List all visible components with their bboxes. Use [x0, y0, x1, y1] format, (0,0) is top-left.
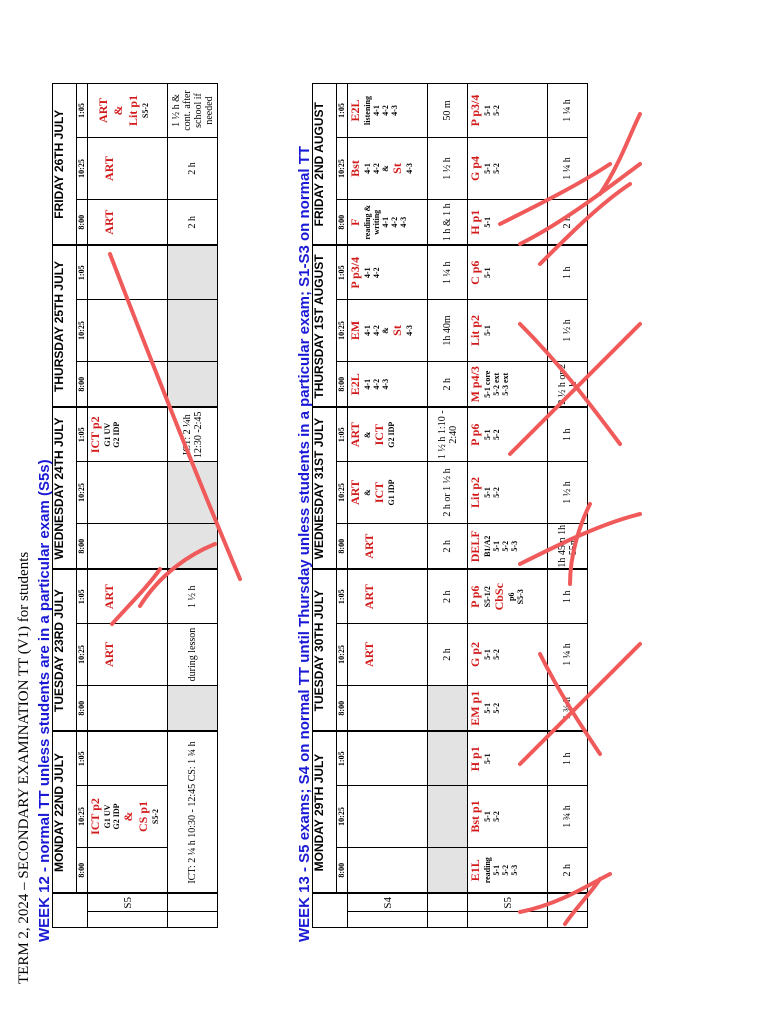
- slot-time: 1:05: [337, 84, 348, 138]
- duration-tue-s5-2: 1 ¼ h: [548, 624, 588, 686]
- exam-fri-art-2: ART: [102, 156, 116, 181]
- exam-mon-s5-e1l: E1L reading 5-1 5-2 5-3: [468, 848, 548, 894]
- slot-time: 10:25: [77, 462, 88, 524]
- duration-tue-s4: 2 h: [428, 624, 468, 686]
- exam-thu-s5-chemistry: C p6 5-1: [468, 246, 548, 300]
- slot-time: 8:00: [77, 362, 88, 408]
- slot-time: 8:00: [337, 362, 348, 408]
- slot-time: 1:05: [77, 246, 88, 300]
- exam-mon-s5-bst: Bst p1 5-1 5-2: [468, 786, 548, 848]
- week13-day-tue: TUESDAY 30TH JULY: [312, 589, 326, 712]
- slot-time: 8:00: [337, 200, 348, 246]
- slot-time: 10:25: [337, 138, 348, 200]
- duration-tue-s5-3: 1 h: [548, 570, 588, 624]
- duration-wed: ICT: 2 ¼h 12:30 -2:45: [168, 408, 218, 462]
- slot-time: 1:05: [337, 570, 348, 624]
- duration-mon-s5-2: 1 ¾ h: [548, 786, 588, 848]
- duration-tue: during lesson: [168, 624, 218, 686]
- exam-thu-s4-physics: P p3/4 4-1 4-2: [348, 246, 428, 300]
- week13-day-fri: FRIDAY 2ND AUGUST: [312, 102, 326, 227]
- week12-day-wed: WEDNESDAY 24TH JULY: [52, 417, 66, 560]
- exam-fri-art-1: ART: [102, 209, 116, 235]
- duration-thu-s5-3: 1 h: [548, 246, 588, 300]
- slot-time: 10:25: [77, 786, 88, 848]
- slot-time: 10:25: [337, 300, 348, 362]
- slot-time: 1:05: [77, 84, 88, 138]
- week12-table: [52, 83, 218, 928]
- slot-time: 8:00: [337, 686, 348, 732]
- exam-thu-s4-em-st: EM 4-1 4-2 & St 4-3: [348, 300, 428, 362]
- duration-thu-s4-3: 1 ¼ h: [428, 246, 468, 300]
- slot-time: 10:25: [337, 624, 348, 686]
- duration-wed-s5-3: 1 h: [548, 408, 588, 462]
- crossout-fri-h-2: [600, 114, 640, 194]
- duration-fri-s5-2: 1 ¼ h: [548, 138, 588, 200]
- duration-thu-s5-1: 2 ½ h or 2 h: [548, 362, 588, 408]
- exam-wed-s4-art: ART: [362, 533, 376, 559]
- exam-wed-s4-art-ict: ART & ICT G1 IDP: [348, 462, 428, 524]
- duration-fri-s4-3: 50 m: [428, 84, 468, 138]
- week13-heading: WEEK 13 - S5 exams; S4 on normal TT until Thursday unless students in a particular exam; S1-S3 on normal TT: [296, 145, 313, 942]
- slot-time: 8:00: [77, 524, 88, 570]
- exam-fri-s4-bst-st: Bst 4-1 4-2 & St 4-3: [348, 138, 428, 200]
- exam-fri-art-lit: ART & Lit p1 S5-2: [88, 84, 168, 138]
- exam-thu-s5-lit: Lit p2 5-1: [468, 300, 548, 362]
- duration-thu-s4-1: 2 h: [428, 362, 468, 408]
- duration-wed-s4-3: 1 ½ h 1:10 - 2:40: [428, 408, 468, 462]
- week13-day-mon: MONDAY 29TH JULY: [312, 753, 326, 872]
- duration-wed-s5-1: 1h 45m 1h 55m: [548, 524, 588, 570]
- week13-day-thu: THURSDAY 1ST AUGUST: [312, 254, 326, 399]
- duration-tue-2: 1 ½ h: [168, 570, 218, 624]
- duration-fri-s5-3: 1 ¼ h: [548, 84, 588, 138]
- slot-time: 1:05: [337, 246, 348, 300]
- duration-fri-3: 1 ½ h & cont. after school if needed: [168, 84, 218, 138]
- duration-mon-s5-1: 2 h: [548, 848, 588, 894]
- week12-day-mon: MONDAY 22ND JULY: [52, 753, 66, 872]
- duration-tue-s4-2: 2 h: [428, 570, 468, 624]
- slot-time: 10:25: [337, 786, 348, 848]
- exam-fri-s5-geography: G p4 5-1 5-2: [468, 138, 548, 200]
- slot-time: 1:05: [337, 408, 348, 462]
- slot-time: 10:25: [77, 138, 88, 200]
- week12-heading: WEEK 12 - normal TT unless students are in a particular exam (S5s): [36, 459, 53, 942]
- duration-fri-2: 2 h: [168, 138, 218, 200]
- exam-wed-s4-art-ict-2: ART & ICT G2 IDP: [348, 408, 428, 462]
- duration-fri-s4-2: 1 ½ h: [428, 138, 468, 200]
- duration-mon-s5-3: 1 h: [548, 732, 588, 786]
- week13-table: [312, 83, 588, 928]
- exam-wed-s5-delf: DELF B1/A2 5-1 5-2 5-3: [468, 524, 548, 570]
- slot-time: 8:00: [77, 200, 88, 246]
- week13-day-wed: WEDNESDAY 31ST JULY: [312, 417, 326, 560]
- exam-tue-s4-art: ART: [362, 642, 376, 667]
- duration-thu-s4-2: 1h 40m: [428, 300, 468, 362]
- slot-time: 8:00: [337, 524, 348, 570]
- exam-fri-s4-french: F reading & writing 4-1 4-2 4-3: [348, 200, 428, 246]
- exam-fri-s5-history: H p1 5-1: [468, 200, 548, 246]
- duration-fri-s5-1: 2 h: [548, 200, 588, 246]
- exam-tue-art-2: ART: [88, 570, 168, 624]
- slot-time: 1:05: [337, 732, 348, 786]
- exam-tue-s5-physics-cbsc: P p6 S5-1/2 CbSc p6 S5-3: [468, 570, 548, 624]
- week12-day-fri: FRIDAY 26TH JULY: [52, 109, 66, 219]
- row-label-s5: S5: [468, 894, 548, 912]
- slot-time: 10:25: [337, 462, 348, 524]
- slot-time: 10:25: [77, 300, 88, 362]
- exam-wed-s5-physics: P p6 5-1 5-2: [468, 408, 548, 462]
- slot-time: 1:05: [77, 570, 88, 624]
- exam-fri-s5-physics: P p3/4 5-1 5-2: [468, 84, 548, 138]
- duration-wed-s5-2: 1 ½ h: [548, 462, 588, 524]
- exam-thu-s5-maths: M p4/3 5-1 core 5-2 ext 5-3 ext: [468, 362, 548, 408]
- exam-thu-s4-e2l: E2L 4-1 4-2 4-3: [348, 362, 428, 408]
- slot-time: 10:25: [77, 624, 88, 686]
- exam-wed-s5-lit: Lit p2 5-1 5-2: [468, 462, 548, 524]
- row-label-s5: S5: [88, 894, 168, 912]
- slot-time: 8:00: [77, 686, 88, 732]
- row-label-s4: S4: [348, 894, 428, 912]
- duration-thu-s5-2: 1 ½ h: [548, 300, 588, 362]
- document-title: TERM 2, 2024 – SECONDARY EXAMINATION TT (V1) for students: [16, 551, 32, 984]
- exam-tue-s5-em: EM p1 5-1 5-2: [468, 686, 548, 732]
- exam-mon-ict-cs: ICT p2 G1 UV G2 IDP & CS p1 S5-2: [88, 786, 168, 848]
- slot-time: 8:00: [337, 848, 348, 894]
- duration-tue-s5-1: 1 ¾ h: [548, 686, 588, 732]
- duration-mon: ICT: 2 ¼ h 10:30 - 12:45 CS: 1 ¾ h: [168, 732, 218, 894]
- week12-day-tue: TUESDAY 23RD JULY: [52, 589, 66, 712]
- duration-wed-s4-1: 2 h: [428, 524, 468, 570]
- slot-time: 1:05: [77, 408, 88, 462]
- duration-fri-s4-1: 1 h & 1 h: [428, 200, 468, 246]
- exam-fri-s4-e2l: E2L listening 4-1 4-2 4-3: [348, 84, 428, 138]
- exam-mon-s5-history: H p1 5-1: [468, 732, 548, 786]
- slot-time: 8:00: [77, 848, 88, 894]
- exam-tue-art: ART: [88, 624, 168, 686]
- slot-time: 1:05: [77, 732, 88, 786]
- duration-wed-s4-2: 2 h or 1 ½ h: [428, 462, 468, 524]
- duration-fri-1: 2 h: [168, 200, 218, 246]
- week12-day-thu: THURSDAY 25TH JULY: [52, 261, 66, 392]
- exam-wed-ict: ICT p2 G1 UV G2 IDP: [88, 408, 168, 462]
- exam-tue-s4-art-2: ART: [362, 584, 376, 610]
- exam-tue-s5-geography: G p2 5-1 5-2: [468, 624, 548, 686]
